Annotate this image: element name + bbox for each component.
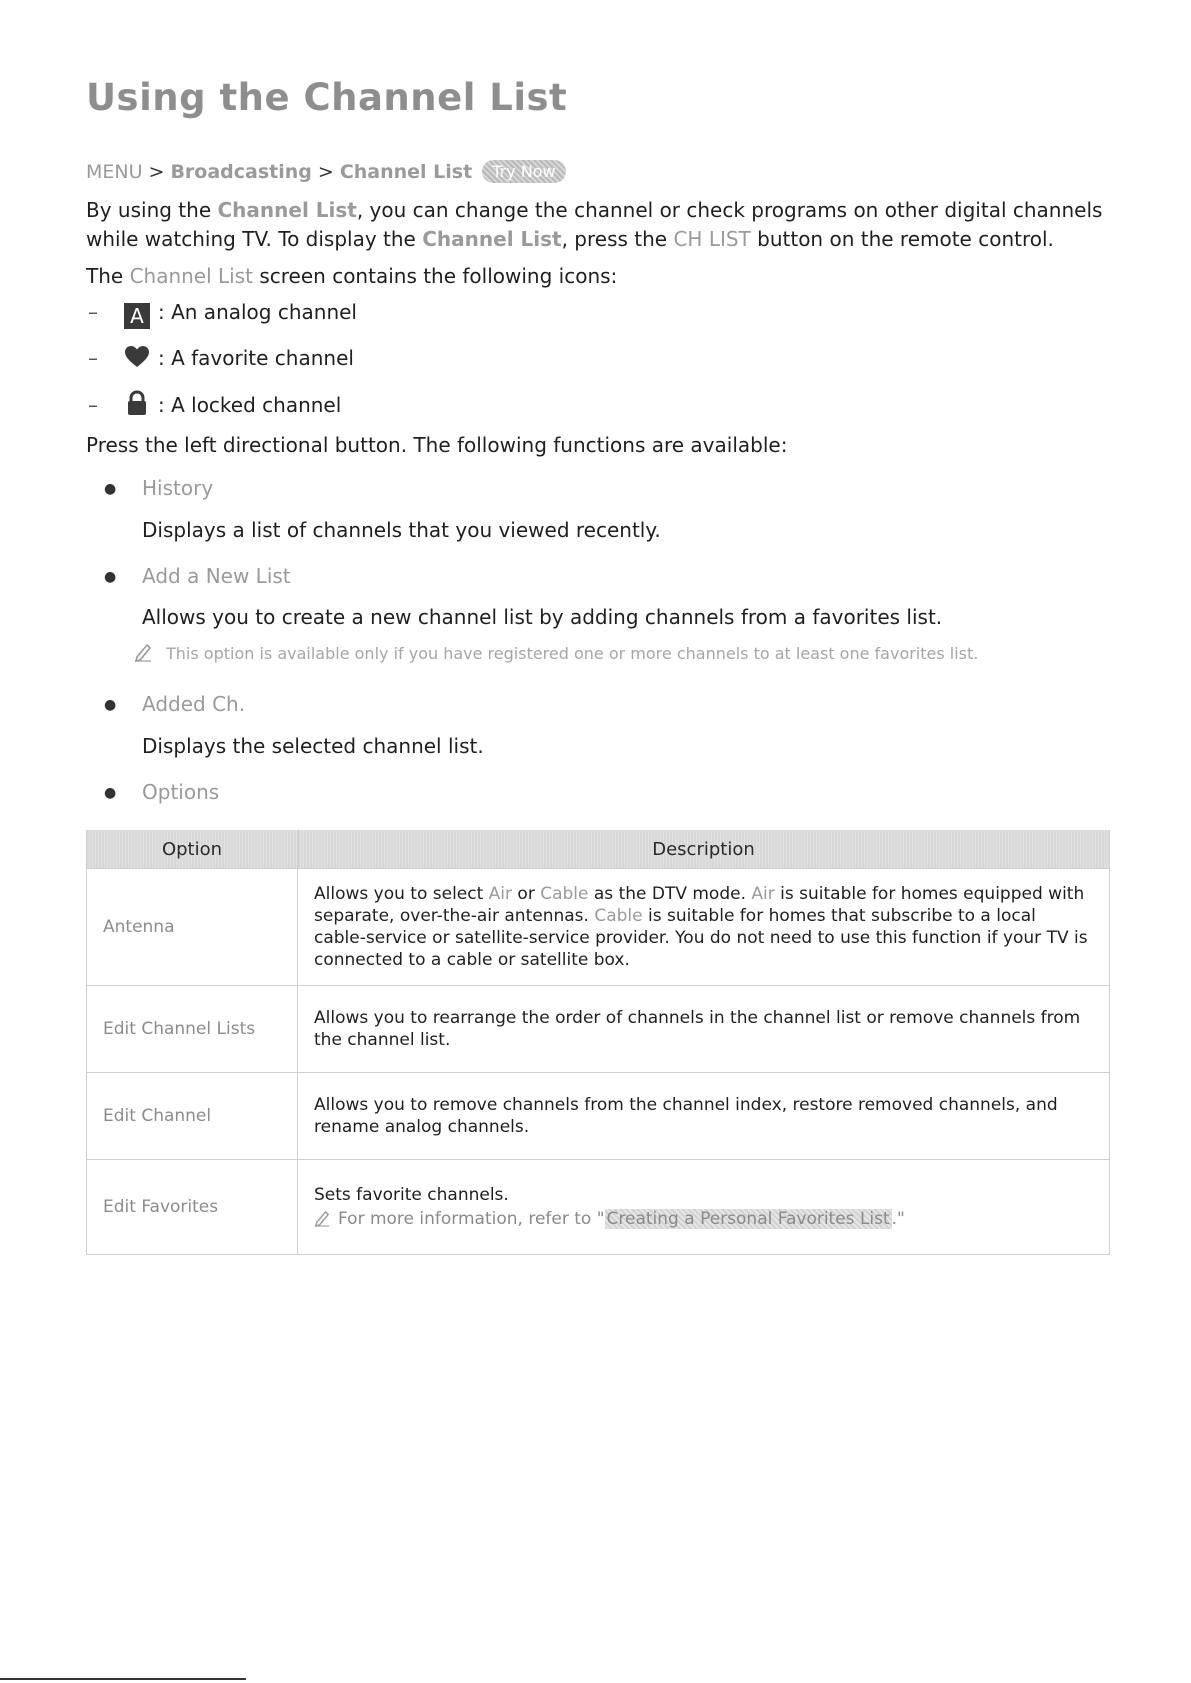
table-row (87, 869, 1110, 986)
column-header-description: Description (298, 830, 1110, 869)
channel-list-term: Channel List (422, 227, 562, 251)
functions-intro: Press the left directional button. The following functions are available: (86, 433, 788, 457)
dash-marker: – (88, 346, 98, 370)
favorites-note: For more information, refer to " Creating a Personal Favorites List ." (314, 1208, 1093, 1230)
lock-icon (124, 390, 150, 421)
dash-marker: – (88, 393, 98, 417)
bullet-marker: ● (104, 785, 117, 801)
option-name: Antenna (87, 869, 298, 986)
function-added-ch-desc: Displays the selected channel list. (142, 734, 484, 758)
pencil-note-icon (314, 1209, 338, 1229)
breadcrumb-channel-list: Channel List (339, 161, 473, 183)
breadcrumb-separator: > (148, 161, 165, 183)
table-header-row (87, 830, 1110, 869)
bullet-marker: ● (104, 697, 117, 713)
bullet-marker: ● (104, 569, 117, 585)
function-history-desc: Displays a list of channels that you viewed recently. (142, 518, 661, 542)
icon-description: : A favorite channel (158, 346, 354, 370)
option-description: Allows you to rearrange the order of channels in the channel list or remove channels from the channel list. (298, 986, 1110, 1073)
function-history-title: History (142, 476, 214, 500)
option-name: Edit Channel (87, 1073, 298, 1160)
channel-list-term: Channel List (129, 264, 253, 288)
intro-line-1: By using the Channel List, you can change the channel or check programs on other digital channels (86, 198, 1103, 222)
table-row (87, 986, 1110, 1073)
table-row (87, 1073, 1110, 1160)
heart-icon (124, 345, 150, 374)
function-added-ch-title: Added Ch. (142, 692, 246, 716)
intro-line-2: while watching TV. To display the Channel List, press the CH LIST button on the remote control. (86, 227, 1054, 251)
table-row (87, 1160, 1110, 1255)
dash-marker: – (88, 300, 98, 324)
try-now-button[interactable]: Try Now (482, 160, 565, 183)
add-list-note: This option is available only if you have registered one or more channels to at least one favorites list. (134, 642, 978, 666)
icon-row-analog (88, 300, 357, 329)
function-options-title: Options (142, 780, 220, 804)
bullet-marker: ● (104, 481, 117, 497)
options-table (86, 830, 1110, 1255)
function-add-new-list-desc: Allows you to create a new channel list by adding channels from a favorites list. (142, 605, 943, 629)
icon-row-locked (88, 390, 341, 421)
ch-list-button-term: CH LIST (673, 227, 751, 251)
analog-icon: A (124, 303, 150, 329)
breadcrumb (86, 160, 566, 183)
breadcrumb-broadcasting: Broadcasting (170, 161, 312, 183)
option-name: Edit Favorites (87, 1160, 298, 1255)
page-title: Using the Channel List (86, 76, 568, 119)
option-description: Allows you to select Air or Cable as the DTV mode. Air is suitable for homes equipped with separate, over-the-air antennas. Cable is suitable for homes that subscribe to a local cable-service or satellite-service provider. You do not need to use this function if your TV is connected to a cable or satellite box. (298, 869, 1110, 986)
favorites-list-link[interactable]: Creating a Personal Favorites List (606, 1209, 890, 1229)
icon-description: : An analog channel (158, 300, 357, 324)
icons-intro: The Channel List screen contains the following icons: (86, 264, 618, 288)
icon-description: : A locked channel (158, 393, 342, 417)
pencil-note-icon (134, 642, 152, 666)
breadcrumb-menu: MENU (86, 161, 143, 183)
option-description: Sets favorite channels. For more information, refer to " Creating a Personal Favorites List ." (298, 1160, 1110, 1255)
breadcrumb-separator: > (317, 161, 334, 183)
option-name: Edit Channel Lists (87, 986, 298, 1073)
footer-rule (0, 1678, 246, 1680)
icon-row-favorite (88, 345, 354, 374)
channel-list-term: Channel List (217, 198, 357, 222)
function-add-new-list-title: Add a New List (142, 564, 291, 588)
column-header-option: Option (87, 830, 298, 869)
option-description: Allows you to remove channels from the channel index, restore removed channels, and rename analog channels. (298, 1073, 1110, 1160)
